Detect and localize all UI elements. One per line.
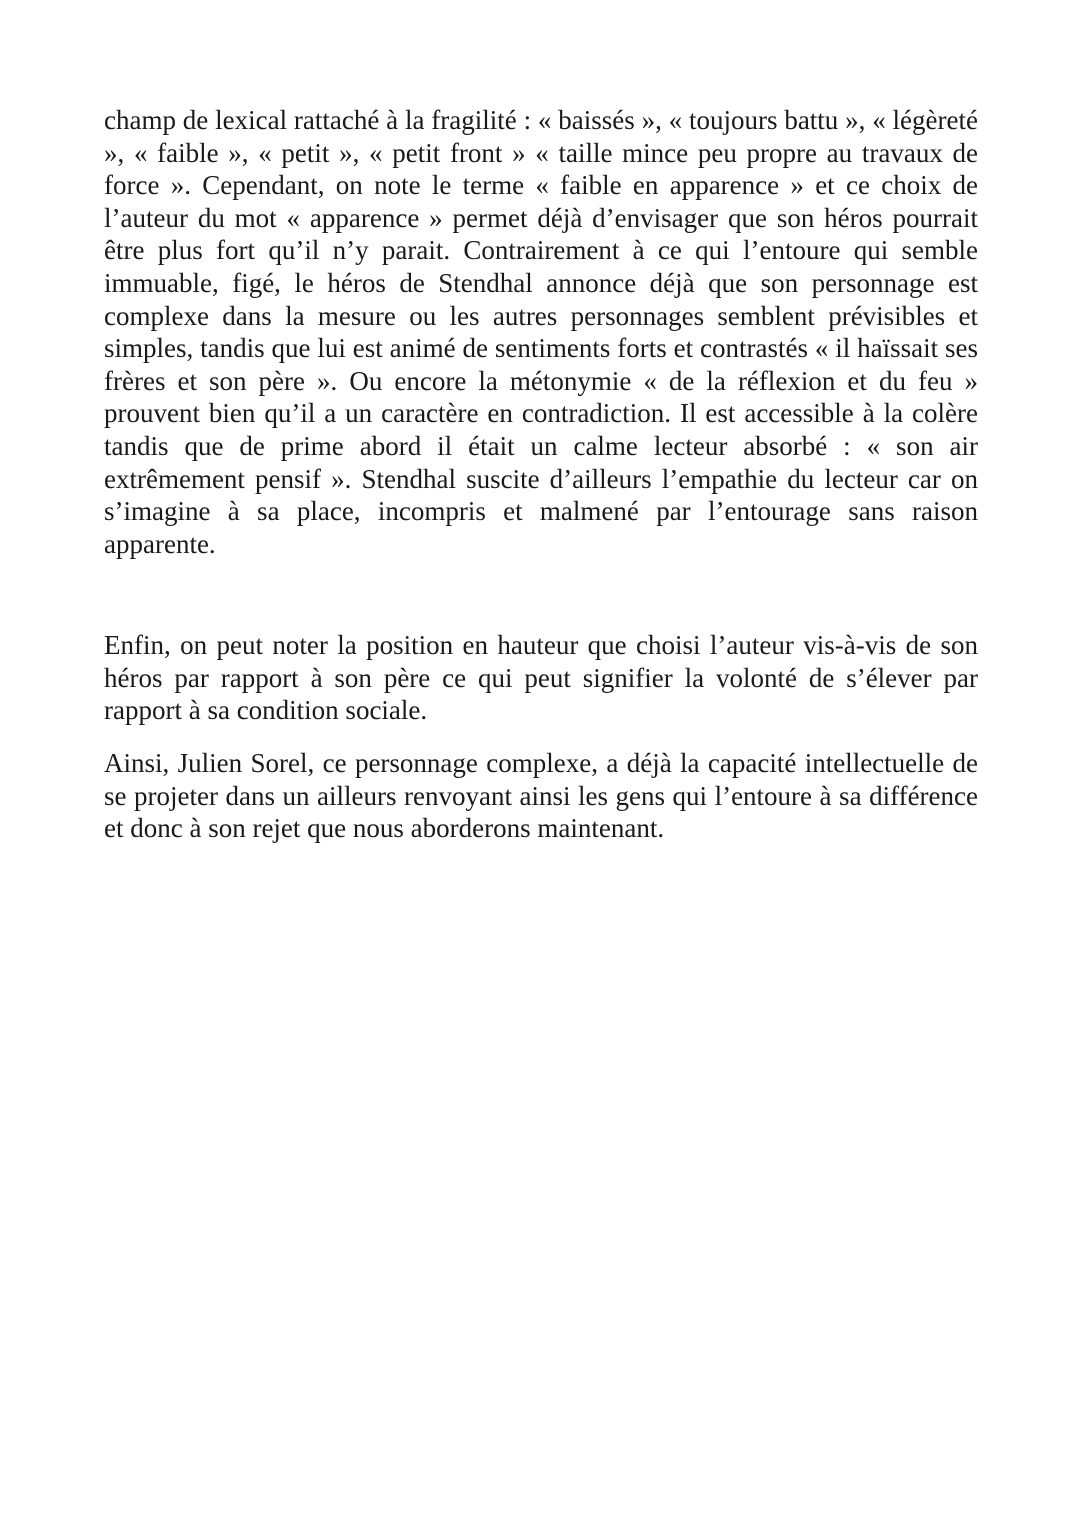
paragraph-height-position: Enfin, on peut noter la position en hauteur que choisi l’auteur vis-à-vis de son héros par rapport à son père ce qui peut signifier la volonté de s’élever par rapport à sa condition sociale. <box>104 630 978 726</box>
paragraph-conclusion: Ainsi, Julien Sorel, ce personnage complexe, a déjà la capacité intellectuelle de se projeter dans un ailleurs renvoyant ainsi les gens qui l’entoure à sa différence et donc à son rejet que nous aborderons maintenant. <box>104 748 978 844</box>
paragraph-lexical-field: champ de lexical rattaché à la fragilité : « baissés », « toujours battu », « légèreté », « faible », « petit », « petit front » « taille mince peu propre au travaux de force ». Cependant, on note le terme « faible en apparence » et ce choix de l’auteur du mot « apparence » permet déjà d’envisager que son héros pourrait être plus fort qu’il n’y parait. Contrairement à ce qui l’entoure qui semble immuable, figé, le héros de Stendhal annonce déjà que son personnage est complexe dans la mesure ou les autres personnages semblent prévisibles et simples, tandis que lui est animé de sentiments forts et contrastés « il haïssait ses frères et son père ». Ou encore la métonymie « de la réflexion et du feu » prouvent bien qu’il a un caractère en contradiction. Il est accessible à la colère tandis que de prime abord il était un calme lecteur absorbé : « son air extrêmement pensif ». Stendhal suscite d’ailleurs l’empathie du lecteur car on s’imagine à sa place, incompris et malmené par l’entourage sans raison apparente. <box>104 105 978 559</box>
